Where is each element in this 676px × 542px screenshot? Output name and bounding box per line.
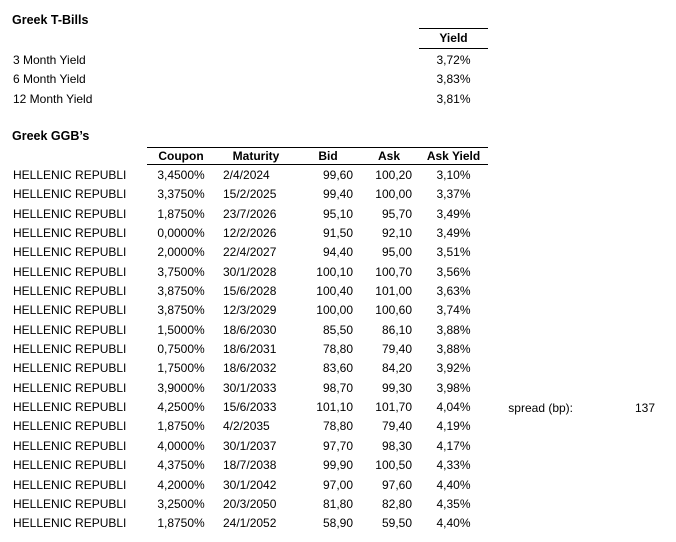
bond-ask-cell[interactable]: 95,70	[381, 206, 412, 221]
bond-bid-cell[interactable]: 99,40	[322, 187, 353, 202]
bond-bid-cell[interactable]: 97,70	[322, 438, 353, 453]
bond-name-cell[interactable]: HELLENIC REPUBLI	[13, 380, 127, 395]
bond-coupon-cell[interactable]: 1,8750%	[157, 419, 205, 434]
bond-ask-yield-cell[interactable]: 3,88%	[436, 322, 471, 337]
bond-maturity-cell[interactable]: 12/2/2026	[223, 226, 277, 241]
bond-bid-cell[interactable]: 99,60	[322, 168, 353, 182]
ggb-table-body	[10, 166, 488, 534]
bond-coupon-cell[interactable]: 2,0000%	[157, 245, 205, 260]
bond-bid-cell[interactable]: 83,60	[322, 361, 353, 376]
spread-label: spread (bp):	[508, 401, 573, 415]
bond-ask-yield-cell[interactable]: 3,88%	[436, 342, 471, 357]
column-header-coupon: Coupon	[158, 149, 204, 163]
tbill-yield-value[interactable]: 3,72%	[436, 53, 471, 67]
bond-name-cell[interactable]: HELLENIC REPUBLI	[13, 284, 127, 299]
bond-maturity-cell[interactable]: 30/1/2042	[223, 477, 277, 492]
tbills-yield-column-header: Yield	[419, 28, 488, 49]
bond-ask-yield-cell[interactable]: 3,10%	[436, 168, 471, 182]
tbill-label[interactable]: 12 Month Yield	[13, 91, 93, 106]
bond-ask-yield-cell[interactable]: 3,37%	[436, 187, 471, 202]
bond-coupon-cell[interactable]: 3,8750%	[157, 284, 205, 299]
bond-name-cell[interactable]: HELLENIC REPUBLI	[13, 516, 127, 531]
bond-ask-yield-cell[interactable]: 4,40%	[436, 477, 471, 492]
bond-bid-cell[interactable]: 78,80	[322, 342, 353, 357]
table-row[interactable]	[10, 263, 488, 282]
bond-ask-cell[interactable]: 79,40	[381, 419, 412, 434]
bond-maturity-cell[interactable]: 22/4/2027	[223, 245, 277, 260]
tbill-label[interactable]: 3 Month Yield	[13, 53, 86, 67]
bond-name-cell[interactable]: HELLENIC REPUBLI	[13, 496, 127, 511]
bond-ask-cell[interactable]: 101,70	[375, 400, 412, 415]
bond-maturity-cell[interactable]: 15/6/2033	[223, 400, 277, 415]
bond-coupon-cell[interactable]: 4,0000%	[157, 438, 205, 453]
bond-name-cell[interactable]: HELLENIC REPUBLI	[13, 168, 127, 182]
bond-coupon-cell[interactable]: 3,7500%	[157, 264, 205, 279]
bond-ask-yield-cell[interactable]: 4,35%	[436, 496, 471, 511]
bond-coupon-cell[interactable]: 3,4500%	[157, 168, 205, 182]
bond-maturity-cell[interactable]: 18/6/2032	[223, 361, 277, 376]
bond-name-cell[interactable]: HELLENIC REPUBLI	[13, 245, 127, 260]
bond-ask-cell[interactable]: 100,50	[375, 458, 412, 473]
bond-ask-cell[interactable]: 86,10	[381, 322, 412, 337]
column-header-maturity: Maturity	[232, 149, 280, 163]
bond-maturity-cell[interactable]: 2/4/2024	[223, 168, 270, 182]
bond-ask-yield-cell[interactable]: 4,19%	[436, 419, 471, 434]
table-row[interactable]	[10, 282, 488, 301]
tbill-row[interactable]	[0, 90, 676, 109]
tbill-yield-value[interactable]: 3,81%	[436, 91, 471, 106]
table-row[interactable]	[10, 340, 488, 359]
bond-bid-cell[interactable]: 78,80	[322, 419, 353, 434]
bond-maturity-cell[interactable]: 24/1/2052	[223, 516, 277, 531]
table-row[interactable]	[10, 476, 488, 495]
table-row[interactable]	[10, 379, 488, 398]
bond-ask-yield-cell[interactable]: 3,49%	[436, 226, 471, 241]
bond-bid-cell[interactable]: 101,10	[316, 400, 353, 415]
bond-coupon-cell[interactable]: 1,7500%	[157, 361, 205, 376]
bond-ask-cell[interactable]: 59,50	[381, 516, 412, 531]
table-row[interactable]	[10, 398, 488, 417]
table-row[interactable]	[10, 243, 488, 262]
column-header-ask: Ask	[377, 149, 400, 163]
tbill-label[interactable]: 6 Month Yield	[13, 72, 86, 87]
bond-ask-cell[interactable]: 97,60	[381, 477, 412, 492]
bond-bid-cell[interactable]: 91,50	[322, 226, 353, 241]
bond-name-cell[interactable]: HELLENIC REPUBLI	[13, 322, 127, 337]
bond-bid-cell[interactable]: 98,70	[322, 380, 353, 395]
bond-ask-yield-cell[interactable]: 4,40%	[436, 516, 471, 531]
bond-ask-yield-cell[interactable]: 4,33%	[436, 458, 471, 473]
bond-bid-cell[interactable]: 58,90	[322, 516, 353, 531]
bond-ask-cell[interactable]: 92,10	[381, 226, 412, 241]
table-row[interactable]	[10, 224, 488, 243]
bond-bid-cell[interactable]: 100,10	[316, 264, 353, 279]
bond-name-cell[interactable]: HELLENIC REPUBLI	[13, 342, 127, 357]
bond-name-cell[interactable]: HELLENIC REPUBLI	[13, 264, 127, 279]
tbills-rows	[0, 51, 676, 109]
ggb-table-header	[147, 147, 488, 165]
bond-ask-cell[interactable]: 101,00	[375, 284, 412, 299]
bond-maturity-cell[interactable]: 18/6/2030	[223, 322, 277, 337]
bond-maturity-cell[interactable]: 15/6/2028	[223, 284, 277, 299]
bond-maturity-cell[interactable]: 18/6/2031	[223, 342, 277, 357]
table-row[interactable]	[10, 456, 488, 475]
table-row[interactable]	[10, 166, 488, 185]
table-row[interactable]	[10, 321, 488, 340]
bond-name-cell[interactable]: HELLENIC REPUBLI	[13, 419, 127, 434]
bond-coupon-cell[interactable]: 3,2500%	[157, 496, 205, 511]
bond-bid-cell[interactable]: 99,90	[322, 458, 353, 473]
bond-coupon-cell[interactable]: 0,0000%	[157, 226, 205, 241]
bond-ask-yield-cell[interactable]: 3,63%	[436, 284, 471, 299]
bond-bid-cell[interactable]: 81,80	[322, 496, 353, 511]
bond-name-cell[interactable]: HELLENIC REPUBLI	[13, 438, 127, 453]
table-row[interactable]	[10, 205, 488, 224]
bond-bid-cell[interactable]: 97,00	[322, 477, 353, 492]
bond-ask-cell[interactable]: 100,20	[375, 168, 412, 182]
ggbs-section-title: Greek GGB’s	[12, 129, 90, 143]
bond-bid-cell[interactable]: 94,40	[322, 245, 353, 260]
table-row[interactable]	[10, 301, 488, 320]
bond-name-cell[interactable]: HELLENIC REPUBLI	[13, 361, 127, 376]
bond-ask-yield-cell[interactable]: 3,98%	[436, 380, 471, 395]
bond-maturity-cell[interactable]: 4/2/2035	[223, 419, 270, 434]
bond-name-cell[interactable]: HELLENIC REPUBLI	[13, 477, 127, 492]
bond-ask-yield-cell[interactable]: 3,92%	[436, 361, 471, 376]
table-row[interactable]	[10, 437, 488, 456]
table-row[interactable]	[10, 417, 488, 436]
column-header-bid: Bid	[318, 149, 338, 163]
tbill-row[interactable]	[0, 70, 676, 89]
table-row[interactable]	[10, 359, 488, 378]
bond-bid-cell[interactable]: 100,00	[316, 303, 353, 318]
bond-bid-cell[interactable]: 95,10	[322, 206, 353, 221]
bond-maturity-cell[interactable]: 18/7/2038	[223, 458, 277, 473]
bond-coupon-cell[interactable]: 3,3750%	[157, 187, 205, 202]
bond-ask-yield-cell[interactable]: 4,17%	[436, 438, 471, 453]
bond-maturity-cell[interactable]: 20/3/2050	[223, 496, 277, 511]
bond-maturity-cell[interactable]: 12/3/2029	[223, 303, 277, 318]
table-row[interactable]	[10, 514, 488, 533]
bond-coupon-cell[interactable]: 4,2000%	[157, 477, 205, 492]
spread-value: 137	[634, 401, 655, 415]
bond-coupon-cell[interactable]: 1,5000%	[157, 322, 205, 337]
bond-ask-yield-cell[interactable]: 3,51%	[436, 245, 471, 260]
bond-maturity-cell[interactable]: 23/7/2026	[223, 206, 277, 221]
bond-coupon-cell[interactable]: 1,8750%	[157, 206, 205, 221]
bond-coupon-cell[interactable]: 4,2500%	[157, 400, 205, 415]
bond-bid-cell[interactable]: 100,40	[316, 284, 353, 299]
bond-ask-cell[interactable]: 98,30	[381, 438, 412, 453]
tbill-yield-value[interactable]: 3,83%	[436, 72, 471, 87]
bond-ask-yield-cell[interactable]: 3,56%	[436, 264, 471, 279]
bond-coupon-cell[interactable]: 1,8750%	[157, 516, 205, 531]
table-row[interactable]	[10, 495, 488, 514]
bond-name-cell[interactable]: HELLENIC REPUBLI	[13, 400, 127, 415]
bond-coupon-cell[interactable]: 3,8750%	[157, 303, 205, 318]
bond-maturity-cell[interactable]: 30/1/2028	[223, 264, 277, 279]
tbill-row[interactable]	[0, 51, 676, 70]
bond-ask-cell[interactable]: 100,60	[375, 303, 412, 318]
tbills-section-title: Greek T-Bills	[12, 13, 89, 27]
bond-ask-yield-cell[interactable]: 3,49%	[436, 206, 471, 221]
bond-bid-cell[interactable]: 85,50	[322, 322, 353, 337]
bond-maturity-cell[interactable]: 15/2/2025	[223, 187, 277, 202]
table-row[interactable]	[10, 185, 488, 204]
bond-ask-yield-cell[interactable]: 3,74%	[436, 303, 471, 318]
bond-ask-cell[interactable]: 95,00	[381, 245, 412, 260]
bond-ask-cell[interactable]: 84,20	[381, 361, 412, 376]
bond-coupon-cell[interactable]: 4,3750%	[157, 458, 205, 473]
bond-coupon-cell[interactable]: 3,9000%	[157, 380, 205, 395]
bond-ask-cell[interactable]: 100,70	[375, 264, 412, 279]
bond-name-cell[interactable]: HELLENIC REPUBLI	[13, 206, 127, 221]
bond-name-cell[interactable]: HELLENIC REPUBLI	[13, 303, 127, 318]
bond-maturity-cell[interactable]: 30/1/2037	[223, 438, 277, 453]
bond-name-cell[interactable]: HELLENIC REPUBLI	[13, 187, 127, 202]
column-header-ask-yield: Ask Yield	[426, 149, 481, 163]
bond-ask-cell[interactable]: 82,80	[381, 496, 412, 511]
bond-name-cell[interactable]: HELLENIC REPUBLI	[13, 226, 127, 241]
bond-ask-cell[interactable]: 100,00	[375, 187, 412, 202]
bond-ask-yield-cell[interactable]: 4,04%	[436, 400, 471, 415]
bond-maturity-cell[interactable]: 30/1/2033	[223, 380, 277, 395]
bond-name-cell[interactable]: HELLENIC REPUBLI	[13, 458, 127, 473]
bond-ask-cell[interactable]: 99,30	[381, 380, 412, 395]
bond-ask-cell[interactable]: 79,40	[381, 342, 412, 357]
bond-coupon-cell[interactable]: 0,7500%	[157, 342, 205, 357]
